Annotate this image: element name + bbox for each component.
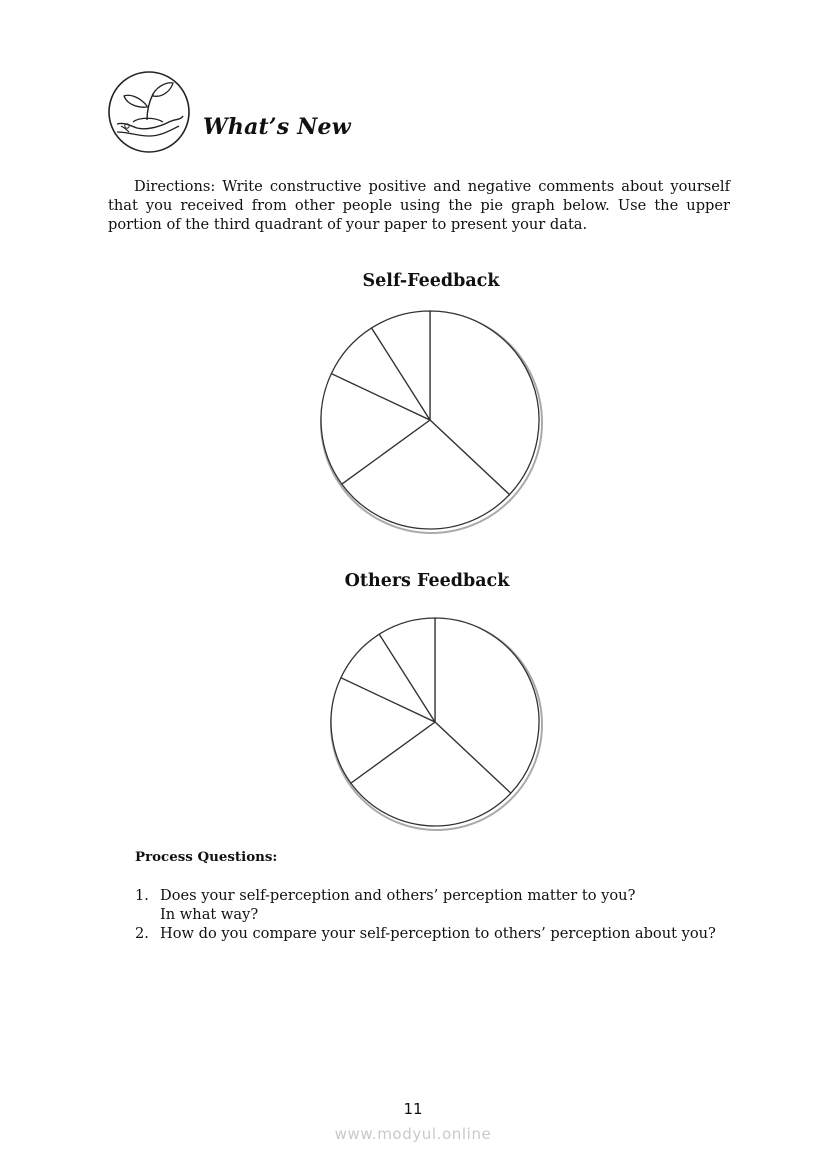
question-text: How do you compare your self-perception to others’ perception about you? [160,925,716,942]
hand-holding-seedling-icon [107,70,191,154]
question-number: 2. [135,925,149,942]
question-text: In what way? [160,906,259,923]
question-number: 1. [135,887,149,904]
others-feedback-pie-chart [322,609,548,835]
question-text: Does your self-perception and others’ perception matter to you? [160,887,636,904]
process-questions-heading: Process Questions: [135,849,278,865]
page-number: 11 [403,1100,423,1118]
process-questions-list [135,886,775,943]
section-title: What’s New [203,114,351,140]
chart-title-others-feedback: Others Feedback [344,571,510,591]
process-question [135,924,775,943]
self-feedback-pie-chart [312,302,548,538]
directions-text: Directions: Write constructive positive and negative comments about yourself that you received from other people using the pie graph below. Use the upper portion of the third quadrant of your paper to present your data. [108,178,730,233]
chart-title-self-feedback: Self-Feedback [362,271,500,291]
process-question [135,886,775,924]
watermark: www.modyul.online [334,1125,492,1143]
